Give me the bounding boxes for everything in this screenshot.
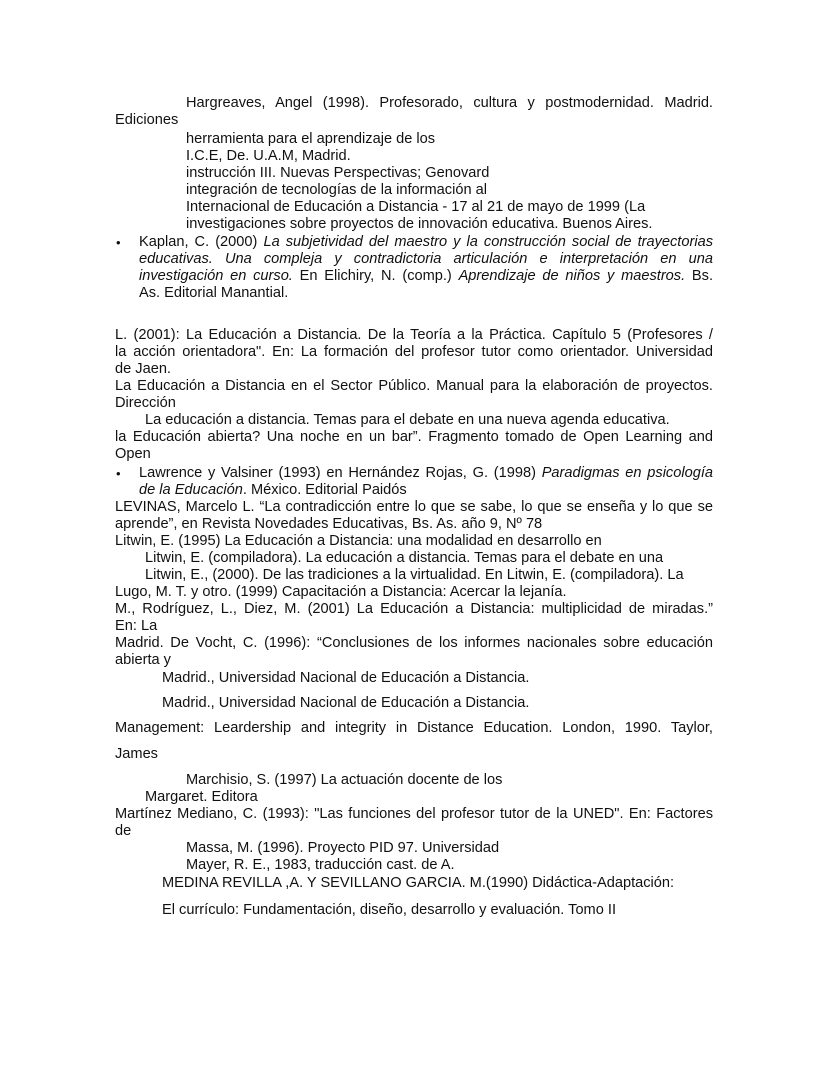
- ref-kaplan-line1: [139, 234, 713, 251]
- ref-martinez-line2: de: [115, 823, 132, 839]
- ref-marchisio: Marchisio, S. (1997) La actuación docente de los: [186, 772, 503, 788]
- ref-management-line2: James: [115, 746, 158, 762]
- ref-litwin-line3: Litwin, E., (2000). De las tradiciones a la virtualidad. En Litwin, E. (compiladora). La: [145, 567, 684, 583]
- bullet-marker: •: [116, 466, 121, 481]
- ref-lawrence-publisher: . México. Editorial Paidós: [242, 482, 407, 498]
- ref-management-line1: Management: Leardership and integrity in Distance Education. London, 1990. Taylor,: [115, 720, 713, 736]
- ref-abierta-line1: la Educación abierta? Una noche en un bar”. Fragmento tomado de Open Learning and: [115, 429, 713, 445]
- ref-levinas-line2: aprende”, en Revista Novedades Educativas, Bs. As. año 9, Nº 78: [115, 516, 543, 532]
- ref-l2001-line3: de Jaen.: [115, 361, 171, 377]
- ref-levinas-line1: LEVINAS, Marcelo L. “La contradicción entre lo que se sabe, lo que se enseña y lo que se: [115, 499, 713, 515]
- ref-fragment: instrucción III. Nuevas Perspectivas; Genovard: [186, 165, 490, 181]
- ref-lugo: Lugo, M. T. y otro. (1999) Capacitación a Distancia: Acercar la lejanía.: [115, 584, 567, 600]
- ref-abierta-line2: Open: [115, 446, 151, 462]
- ref-fragment: integración de tecnologías de la información al: [186, 182, 487, 198]
- ref-kaplan-author: Kaplan, C. (2000): [139, 234, 264, 250]
- ref-temas: La educación a distancia. Temas para el debate en una nueva agenda educativa.: [145, 412, 670, 428]
- ref-fragment: investigaciones sobre proyectos de innovación educativa. Buenos Aires.: [186, 216, 653, 232]
- ref-medina: MEDINA REVILLA ,A. Y SEVILLANO GARCIA. M.(1990) Didáctica-Adaptación:: [162, 875, 675, 891]
- ref-litwin-line1: Litwin, E. (1995) La Educación a Distancia: una modalidad en desarrollo en: [115, 533, 602, 549]
- ref-kaplan-title: La subjetividad del maestro y la construcción social de trayectorias: [263, 234, 713, 250]
- ref-kaplan-city: Bs.: [685, 268, 713, 284]
- ref-lawrence-author: Lawrence y Valsiner (1993) en Hernández Rojas, G. (1998): [139, 465, 542, 481]
- ref-hargreaves-line1: Hargreaves, Angel (1998). Profesorado, cultura y postmodernidad. Madrid.: [186, 95, 713, 111]
- ref-kaplan-in: En Elichiry, N. (comp.): [292, 268, 459, 284]
- ref-uned-2: Madrid., Universidad Nacional de Educación a Distancia.: [162, 695, 530, 711]
- ref-lawrence-line2: [139, 482, 713, 499]
- ref-kaplan-title-cont: educativas. Una compleja y contradictoria articulación e interpretación en una: [139, 251, 713, 267]
- ref-hargreaves-line2: Ediciones: [115, 112, 179, 128]
- ref-fragment: herramienta para el aprendizaje de los: [186, 131, 436, 147]
- ref-kaplan-book: Aprendizaje de niños y maestros.: [458, 268, 686, 284]
- ref-kaplan-title-end: investigación en curso.: [139, 268, 293, 284]
- ref-sector-publico-line1: La Educación a Distancia en el Sector Público. Manual para la elaboración de proyectos.: [115, 378, 713, 394]
- ref-lawrence-title-cont: de la Educación: [139, 482, 243, 498]
- ref-kaplan-line3: [139, 268, 713, 285]
- ref-fragment: Internacional de Educación a Distancia - 17 al 21 de mayo de 1999 (La: [186, 199, 646, 215]
- ref-kaplan-line4: As. Editorial Manantial.: [139, 285, 289, 301]
- ref-rodriguez-line1: M., Rodríguez, L., Diez, M. (2001) La Educación a Distancia: multiplicidad de miradas.”: [115, 601, 713, 617]
- ref-lawrence-line1: [139, 465, 713, 482]
- ref-sector-publico-line2: Dirección: [115, 395, 176, 411]
- ref-kaplan-line2: [139, 251, 713, 268]
- ref-l2001-line1: L. (2001): La Educación a Distancia. De la Teoría a la Práctica. Capítulo 5 (Profesores /: [115, 327, 713, 343]
- ref-fragment: I.C.E, De. U.A.M, Madrid.: [186, 148, 351, 164]
- ref-l2001-line2: la acción orientadora". En: La formación del profesor tutor como orientador. Universidad: [115, 344, 713, 360]
- ref-devocht-line1: Madrid. De Vocht, C. (1996): “Conclusiones de los informes nacionales sobre educación: [115, 635, 713, 651]
- ref-mayer: Mayer, R. E., 1983, traducción cast. de A.: [186, 857, 455, 873]
- ref-curriculo: El currículo: Fundamentación, diseño, desarrollo y evaluación. Tomo II: [162, 902, 616, 918]
- ref-margaret: Margaret. Editora: [145, 789, 258, 805]
- ref-devocht-line2: abierta y: [115, 652, 171, 668]
- bullet-marker: •: [116, 235, 121, 250]
- ref-martinez-line1: Martínez Mediano, C. (1993): "Las funciones del profesor tutor de la UNED". En: Factores: [115, 806, 713, 822]
- ref-rodriguez-line2: En: La: [115, 618, 158, 634]
- ref-massa: Massa, M. (1996). Proyecto PID 97. Universidad: [186, 840, 500, 856]
- ref-lawrence-title: Paradigmas en psicología: [541, 465, 713, 481]
- ref-uned-1: Madrid., Universidad Nacional de Educación a Distancia.: [162, 670, 530, 686]
- ref-litwin-line2: Litwin, E. (compiladora). La educación a distancia. Temas para el debate en una: [145, 550, 664, 566]
